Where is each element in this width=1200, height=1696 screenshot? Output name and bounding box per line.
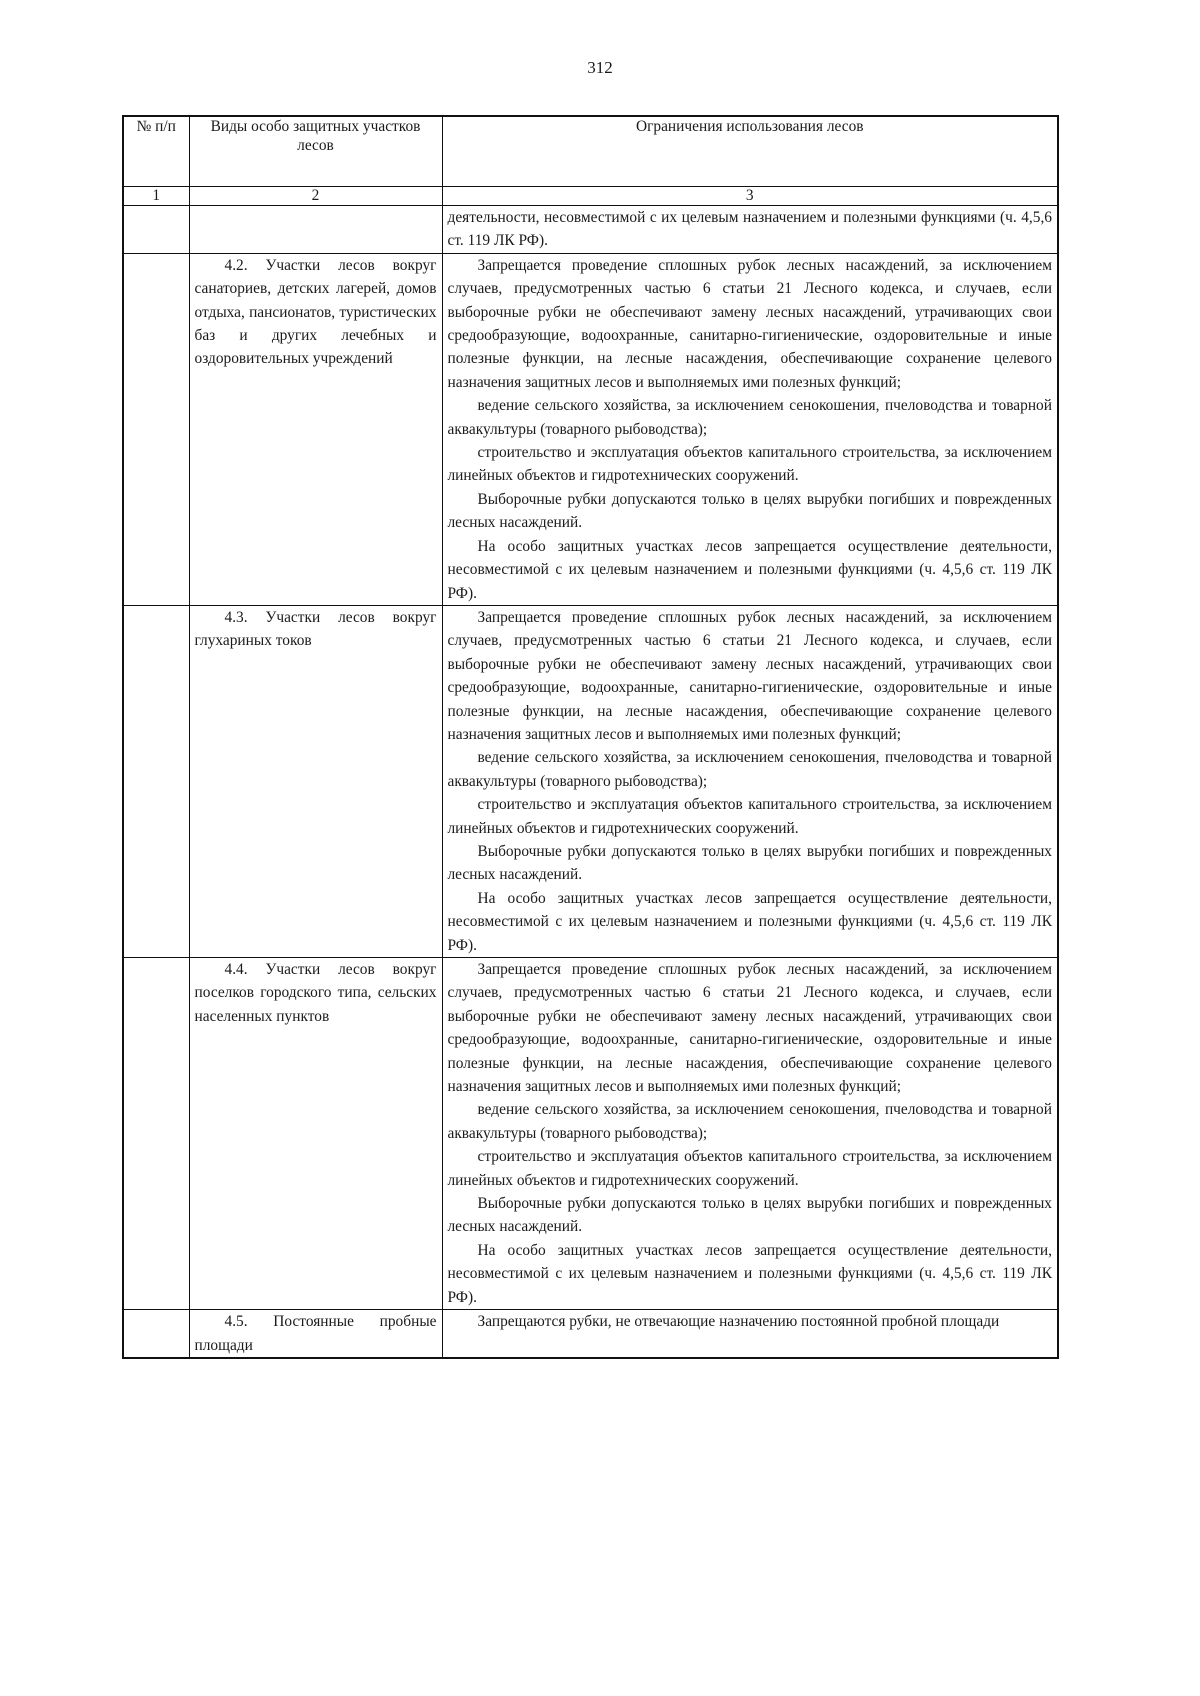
restriction-paragraph: Запрещается проведение сплошных рубок лесных насаждений, за исключением случаев, предусмотренных частью 6 статьи 21 Лесного кодекса, и случаев, если выборочные рубки не обеспечивают замену лесных насаждений, утрачивающих свои средообразующие, водоохранные, санитарно-гигиенические, оздоровительные и иные полезные функции, на лесные насаждения, обеспечивающие сохранение целевого назначения защитных лесов и выполняемых ими полезных функций; (447, 256, 1052, 391)
restrictions-cell (442, 206, 1058, 254)
restriction-paragraph: строительство и эксплуатация объектов капитального строительства, за исключением линейных объектов и гидротехнических сооружений. (447, 444, 1052, 485)
plot-type-cell (189, 206, 442, 254)
restriction-paragraph: На особо защитных участках лесов запрещается осуществление деятельности, несовместимой с их целевым назначением и полезными функциями (ч. 4,5,6 ст. 119 ЛК РФ). (447, 1241, 1052, 1306)
row-number-cell (123, 605, 189, 957)
restrictions-cell (442, 253, 1058, 605)
header-number: № п/п (123, 116, 189, 187)
restrictions-cell (442, 958, 1058, 1310)
restriction-paragraph: ведение сельского хозяйства, за исключением сенокошения, пчеловодства и товарной аквакультуры (товарного рыбоводства); (447, 1101, 1052, 1142)
table-row (123, 1310, 1058, 1358)
table-row (123, 605, 1058, 957)
restriction-paragraph: деятельности, несовместимой с их целевым назначением и полезными функциями (ч. 4,5,6 ст. 119 ЛК РФ). (447, 209, 1052, 250)
restriction-paragraph: Выборочные рубки допускаются только в целях вырубки погибших и поврежденных лесных насаждений. (447, 490, 1052, 532)
column-number-row (123, 187, 1058, 206)
restriction-paragraph: Выборочные рубки допускаются только в целях вырубки погибших и поврежденных лесных насаждений. (447, 1195, 1052, 1236)
header-restrictions: Ограничения использования лесов (442, 116, 1058, 187)
plot-type-text: 4.5. Постоянные пробные площади (194, 1313, 437, 1354)
restriction-paragraph: Запрещаются рубки, не отвечающие назначению постоянной пробной площади (477, 1313, 1000, 1331)
page-number: 312 (587, 58, 613, 77)
restriction-paragraph: ведение сельского хозяйства, за исключением сенокошения, пчеловодства и товарной аквакультуры (товарного рыбоводства); (447, 397, 1052, 438)
plot-type-text: 4.2. Участки лесов вокруг санаториев, детских лагерей, домов отдыха, пансионатов, туристических баз и других лечебных и оздоровительных учреждений (194, 256, 437, 368)
restriction-paragraph: Запрещается проведение сплошных рубок лесных насаждений, за исключением случаев, предусмотренных частью 6 статьи 21 Лесного кодекса, и случаев, если выборочные рубки не обеспечивают замену лесных насаждений, утрачивающих свои средообразующие, водоохранные, санитарно-гигиенические, оздоровительные и иные полезные функции, на лесные насаждения, обеспечивающие сохранение целевого назначения защитных лесов и выполняемых ими полезных функций; (447, 608, 1052, 743)
table-body (123, 206, 1058, 1358)
restriction-paragraph: ведение сельского хозяйства, за исключением сенокошения, пчеловодства и товарной аквакультуры (товарного рыбоводства); (447, 749, 1052, 790)
column-number: 3 (442, 187, 1058, 206)
plot-type-cell (189, 958, 442, 1310)
table-row (123, 206, 1058, 254)
row-number-cell (123, 958, 189, 1310)
restrictions-cell (442, 1310, 1058, 1358)
table-row (123, 253, 1058, 605)
row-number-cell (123, 253, 189, 605)
restriction-paragraph: Запрещается проведение сплошных рубок лесных насаждений, за исключением случаев, предусмотренных частью 6 статьи 21 Лесного кодекса, и случаев, если выборочные рубки не обеспечивают замену лесных насаждений, утрачивающих свои средообразующие, водоохранные, санитарно-гигиенические, оздоровительные и иные полезные функции, на лесные насаждения, обеспечивающие сохранение целевого назначения защитных лесов и выполняемых ими полезных функций; (447, 961, 1052, 1096)
row-number-cell (123, 206, 189, 254)
table-row (123, 958, 1058, 1310)
plot-type-cell (189, 1310, 442, 1358)
plot-type-cell (189, 253, 442, 605)
plot-type-cell (189, 605, 442, 957)
restriction-paragraph: Выборочные рубки допускаются только в целях вырубки погибших и поврежденных лесных насаждений. (447, 842, 1052, 884)
restrictions-cell (442, 605, 1058, 957)
restriction-paragraph: На особо защитных участках лесов запрещается осуществление деятельности, несовместимой с их целевым назначением и полезными функциями (ч. 4,5,6 ст. 119 ЛК РФ). (447, 537, 1052, 602)
column-number: 2 (189, 187, 442, 206)
plot-type-text: 4.3. Участки лесов вокруг глухариных токов (194, 608, 437, 650)
restrictions-table (122, 115, 1059, 1359)
row-number-cell (123, 1310, 189, 1358)
column-number: 1 (123, 187, 189, 206)
restriction-paragraph: строительство и эксплуатация объектов капитального строительства, за исключением линейных объектов и гидротехнических сооружений. (447, 796, 1052, 837)
plot-type-text: 4.4. Участки лесов вокруг поселков городского типа, сельских населенных пунктов (194, 961, 437, 1025)
restriction-paragraph: строительство и эксплуатация объектов капитального строительства, за исключением линейных объектов и гидротехнических сооружений. (447, 1148, 1052, 1189)
header-plot-types: Виды особо защитных участков лесов (189, 116, 442, 187)
restriction-paragraph: На особо защитных участках лесов запрещается осуществление деятельности, несовместимой с их целевым назначением и полезными функциями (ч. 4,5,6 ст. 119 ЛК РФ). (447, 889, 1052, 954)
table-header-row (123, 116, 1058, 187)
